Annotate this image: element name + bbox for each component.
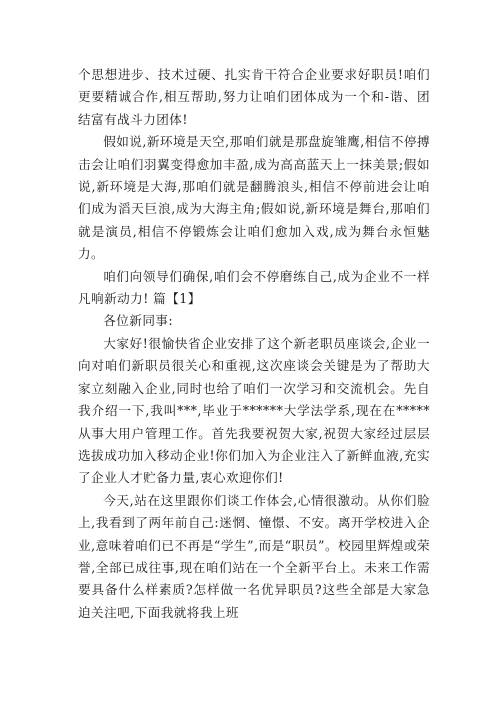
paragraph-pledge: 咱们向领导们确保,咱们会不停磨练自己,成为企业不一样凡响新动力! 篇【1】 — [78, 268, 430, 307]
paragraph-continuation: 个思想进步、技术过硬、扎实肯干符合企业要求好职员!咱们更要精诚合作,相互帮助,努力让咱们团体成为一个和-谐、团结富有战斗力团体! — [78, 67, 430, 127]
paragraph-welcome: 大家好!很愉快省企业安排了这个新老职员座谈会,企业一向对咱们新职员很关心和重视,这次座谈会关键是为了帮助大家立刻融入企业,同时也给了咱们一次学习和交流机会。先自我介绍一下,我叫***,毕业于******大学法学系,现在在*****从事大用户管理工作。首先我要祝贺大家,祝贺大家经过层层选拔成功加入移动企业!你们加入为企业注入了新鲜血液,充实了企业人才贮备力量,衷心欢迎你们! — [78, 335, 430, 486]
paragraph-metaphor: 假如说,新环境是天空,那咱们就是那盘旋雏鹰,相信不停搏击会让咱们羽翼变得愈加丰盈,成为高高蓝天上一抹美景;假如说,新环境是大海,那咱们就是翻腾浪头,相信不停前进会让咱们成为滔天巨浪,成为大海主角;假如说,新环境是舞台,那咱们就是演员,相信不停锻炼会让咱们愈加入戏,成为舞台永恒魅力。 — [78, 134, 430, 262]
paragraph-salutation: 各位新同事: — [103, 313, 174, 329]
document-body — [78, 64, 430, 624]
paragraph-reflection: 今天,站在这里跟你们谈工作体会,心情很激动。从你们脸上,我看到了两年前自己:迷惘、憧憬、不安。离开学校进入企业,意味着咱们已不再是“学生”,而是“职员”。校园里辉煌或荣誉,全部已成往事,现在咱们站在一个全新平台上。未来工作需要具备什么样素质?怎样做一名优异职员?这些全部是大家急迫关注吧,下面我就将我上班 — [78, 492, 430, 620]
